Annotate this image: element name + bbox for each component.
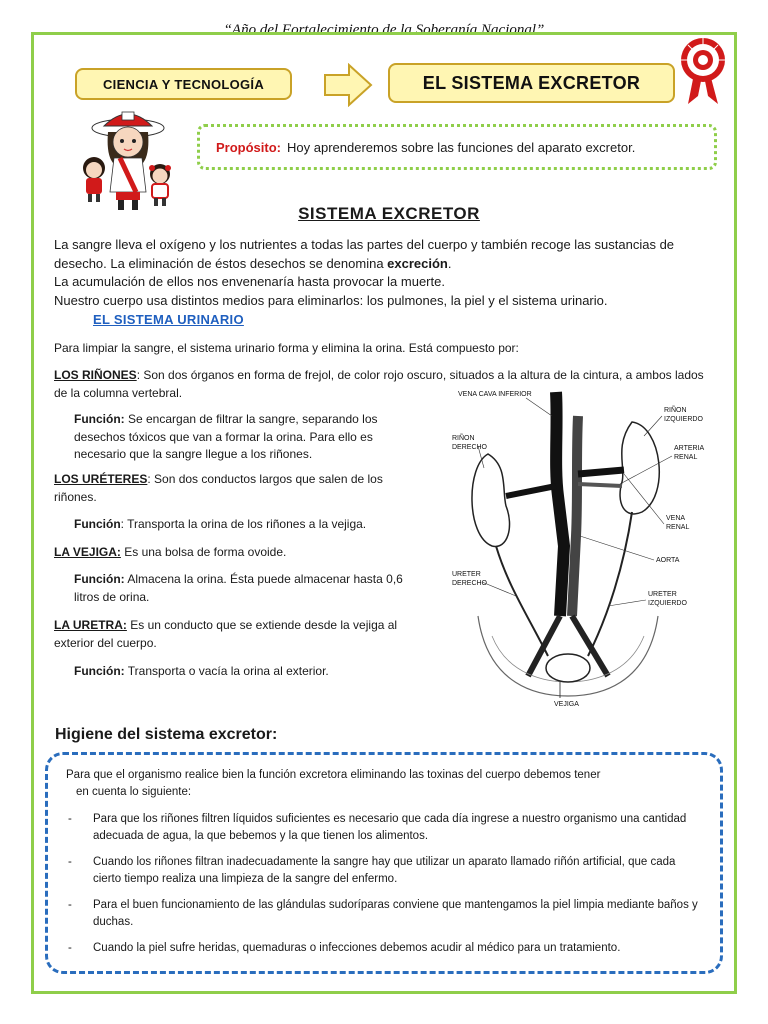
bladder-text: Es una bolsa de forma ovoide. bbox=[124, 545, 287, 559]
label-vena-2: RENAL bbox=[666, 524, 690, 531]
kidneys-function bbox=[74, 411, 388, 464]
bladder-label: LA VEJIGA: bbox=[54, 545, 121, 559]
label-ureter-izq-1: URETER bbox=[648, 591, 677, 598]
children-illustration bbox=[80, 106, 180, 212]
bullet-dash: - bbox=[68, 899, 72, 911]
right-kidney-shape bbox=[472, 454, 510, 546]
aorta-shape bbox=[572, 416, 578, 616]
function-label: Función: bbox=[74, 572, 125, 586]
label-rinon-der-1: RIÑON bbox=[452, 435, 475, 442]
hygiene-box bbox=[45, 752, 723, 974]
label-vena-cava: VENA CAVA INFERIOR bbox=[458, 391, 532, 398]
function-label: Función bbox=[74, 517, 121, 531]
intro-paragraph-2: La acumulación de ellos nos envenenaría hasta provocar la muerte. bbox=[54, 274, 445, 289]
hygiene-item bbox=[66, 897, 702, 931]
bullet-dash: - bbox=[68, 856, 72, 868]
year-motto: “Año del Fortalecimiento de la Soberanía Nacional” bbox=[223, 22, 545, 38]
label-ureter-der-2: DERECHO bbox=[452, 580, 488, 587]
label-vejiga: VEJIGA bbox=[554, 701, 579, 708]
section-title: SISTEMA EXCRETOR bbox=[298, 204, 480, 223]
hygiene-lead bbox=[66, 767, 702, 801]
right-ureter-shape bbox=[496, 546, 548, 656]
left-renal-artery-shape bbox=[578, 484, 622, 486]
bladder-paragraph bbox=[54, 544, 414, 562]
urinary-system-diagram bbox=[448, 386, 718, 716]
purpose-box bbox=[197, 124, 717, 170]
left-kidney-shape bbox=[620, 422, 659, 514]
excrecion-term: excreción bbox=[387, 255, 448, 271]
intro-paragraph-3: Nuestro cuerpo usa distintos medios para eliminarlos: los pulmones, la piel y el sistema urinario. bbox=[54, 292, 608, 308]
label-rinon-izq-2: IZQUIERDO bbox=[664, 416, 703, 423]
hygiene-item bbox=[66, 940, 702, 957]
label-arteria-1: ARTERIA bbox=[674, 445, 705, 452]
bullet-dash: - bbox=[68, 813, 72, 825]
kidneys-text: : Son dos órganos en forma de frejol, de color rojo oscuro, situados a la altura de la cintura, a ambos lados de la columna vertebral. bbox=[54, 368, 704, 400]
intro-paragraph-1 bbox=[54, 236, 730, 273]
right-renal-vein-shape bbox=[506, 486, 556, 496]
bladder-function-text: Almacena la orina. Ésta puede almacenar hasta 0,6 litros de orina. bbox=[74, 572, 403, 604]
label-rinon-izq-1: RIÑON bbox=[664, 407, 687, 414]
label-arteria-2: RENAL bbox=[674, 454, 698, 461]
kidneys-label: LOS RIÑONES bbox=[54, 368, 137, 382]
label-aorta: AORTA bbox=[656, 557, 680, 564]
purpose-label: Propósito: bbox=[216, 139, 281, 155]
topic-title: EL SISTEMA EXCRETOR bbox=[388, 63, 675, 103]
ureters-label: LOS URÉTERES bbox=[54, 472, 148, 486]
hygiene-item bbox=[66, 811, 702, 845]
bullet-dash: - bbox=[68, 942, 72, 954]
ureters-function bbox=[74, 516, 414, 534]
hygiene-item-text: Para el buen funcionamiento de las glándulas sudoríparas conviene que mantengamos la piel limpia mediante baños y duchas. bbox=[93, 899, 698, 928]
bladder-shape bbox=[546, 654, 590, 682]
label-ureter-izq-2: IZQUIERDO bbox=[648, 600, 687, 607]
peru-rosette-icon bbox=[676, 36, 730, 106]
kidneys-function-text: Se encargan de filtrar la sangre, separando los desechos tóxicos que van a formar la orina. Para ello es necesario que la sangre llegue a los riñones. bbox=[74, 412, 378, 461]
urinary-lead: Para limpiar la sangre, el sistema urinario forma y elimina la orina. Está compuesto por: bbox=[54, 341, 519, 355]
function-label: Función: bbox=[74, 412, 125, 426]
intro-text-part: La sangre lleva el oxígeno y los nutrientes a todas las partes del cuerpo y también recoge las sustancias de desecho. La eliminación de éstos desechos se denomina bbox=[54, 237, 675, 271]
hygiene-item-text: Para que los riñones filtren líquidos suficientes es necesario que cada día ingrese a nuestro organismo una cantidad adecuada de agua, la que bebemos y la que tienen los alimentos. bbox=[93, 813, 687, 842]
ureters-text: : Son dos conductos largos que salen de los riñones. bbox=[54, 472, 383, 504]
function-label: Función: bbox=[74, 664, 125, 678]
hygiene-item bbox=[66, 854, 702, 888]
arrow-right-icon bbox=[323, 63, 373, 107]
intro-text bbox=[54, 236, 730, 310]
ureters-function-text: : Transporta la orina de los riñones a la vejiga. bbox=[120, 517, 367, 531]
hygiene-item-text: Cuando los riñones filtran inadecuadamente la sangre hay que utilizar un aparato llamado riñón artificial, que cada cierto tiempo realiza una limpieza de la sangre del enfermo. bbox=[93, 856, 676, 885]
vena-cava-shape bbox=[556, 392, 564, 616]
urethra-label: LA URETRA: bbox=[54, 618, 127, 632]
hygiene-title: Higiene del sistema excretor: bbox=[55, 726, 278, 743]
purpose-text: Hoy aprenderemos sobre las funciones del aparato excretor. bbox=[287, 139, 636, 155]
label-rinon-der-2: DERECHO bbox=[452, 444, 488, 451]
hygiene-lead-line-1: Para que el organismo realice bien la función excretora eliminando las toxinas del cuerpo debemos tener bbox=[66, 769, 601, 781]
urethra-function bbox=[74, 663, 414, 681]
label-ureter-der-1: URETER bbox=[452, 571, 481, 578]
urethra-text: Es un conducto que se extiende desde la vejiga al exterior del cuerpo. bbox=[54, 618, 398, 650]
ureters-paragraph bbox=[54, 471, 414, 506]
hygiene-lead-line-2: en cuenta lo siguiente: bbox=[76, 786, 192, 798]
urethra-function-text: Transporta o vacía la orina al exterior. bbox=[127, 664, 329, 678]
left-renal-vein-shape bbox=[578, 470, 624, 474]
hygiene-item-text: Cuando la piel sufre heridas, quemaduras o infecciones debemos acudir al médico para un tratamiento. bbox=[93, 942, 621, 954]
bladder-function bbox=[74, 571, 419, 606]
subject-label: CIENCIA Y TECNOLOGÍA bbox=[75, 68, 292, 100]
intro-text-part: . bbox=[447, 255, 452, 271]
urethra-paragraph bbox=[54, 617, 434, 652]
left-ureter-shape bbox=[588, 512, 632, 656]
urinary-system-title: EL SISTEMA URINARIO bbox=[93, 312, 244, 327]
label-vena-1: VENA bbox=[666, 515, 686, 522]
